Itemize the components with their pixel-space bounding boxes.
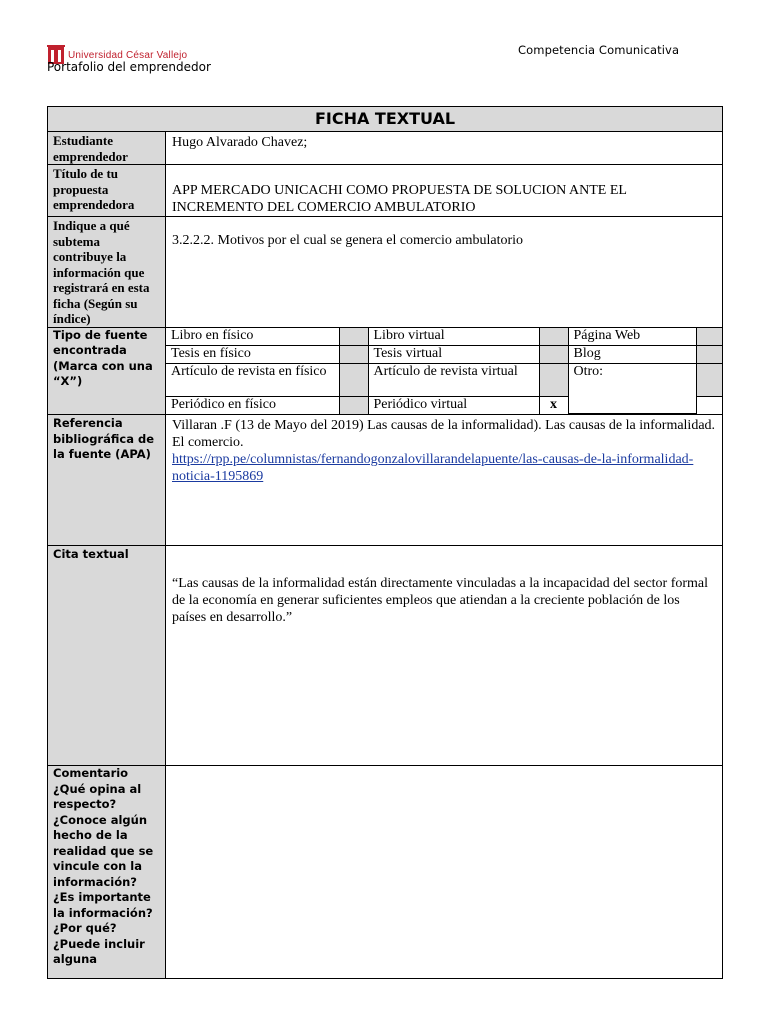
ficha-textual-table (47, 106, 723, 979)
logo-text: Universidad César Vallejo (68, 50, 188, 61)
option-periodico-virtual: Periódico virtual (368, 396, 539, 414)
proposal-label: Título de tu propuesta emprendedora (48, 165, 166, 217)
comment-value[interactable] (166, 766, 723, 979)
checkbox-articulo-virtual[interactable] (539, 363, 568, 396)
quote-value[interactable]: “Las causas de la informalidad están directamente vinculadas a la incapacidad del sector formal de la economía en generar suficientes empleos que atiendan a la creciente población de los países en desarrollo.” (166, 546, 723, 766)
source-type-label: Tipo de fuente encontrada (Marca con una “X”) (48, 327, 166, 415)
subtopic-value[interactable]: 3.2.2.2. Motivos por el cual se genera el comercio ambulatorio (166, 217, 723, 328)
reference-value[interactable] (166, 415, 723, 546)
checkbox-periodico-fisico[interactable] (339, 396, 368, 414)
reference-text: Villaran .F (13 de Mayo del 2019) Las causas de la informalidad). Las causas de la informalidad. El comercio. (172, 418, 716, 450)
option-tesis-virtual: Tesis virtual (368, 345, 539, 363)
option-tesis-fisico: Tesis en físico (166, 345, 339, 363)
checkbox-otro[interactable] (696, 363, 723, 396)
option-blog: Blog (568, 345, 696, 363)
option-libro-fisico: Libro en físico (166, 328, 339, 346)
reference-label: Referencia bibliográfica de la fuente (APA) (48, 415, 166, 546)
course-title: Competencia Comunicativa (518, 43, 680, 57)
checkbox-blog[interactable] (696, 345, 723, 363)
comment-label: Comentario ¿Qué opina al respecto? ¿Conoce algún hecho de la realidad que se vincule con la información? ¿Es importante la información? ¿Por qué? ¿Puede incluir alguna (48, 766, 166, 979)
option-periodico-fisico: Periódico en físico (166, 396, 339, 414)
subtopic-label: Indique a qué subtema contribuye la información que registrará en esta ficha (Según su índice) (48, 217, 166, 328)
option-articulo-virtual: Artículo de revista virtual (368, 363, 539, 396)
option-pagina-web: Página Web (568, 328, 696, 346)
proposal-value[interactable]: APP MERCADO UNICACHI COMO PROPUESTA DE SOLUCION ANTE EL INCREMENTO DEL COMERCIO AMBULATORIO (166, 165, 723, 217)
checkbox-pagina-web[interactable] (696, 328, 723, 346)
checkbox-tesis-fisico[interactable] (339, 345, 368, 363)
source-type-grid (166, 328, 723, 415)
checkbox-articulo-fisico[interactable] (339, 363, 368, 396)
student-label: Estudiante emprendedor (48, 132, 166, 165)
checkbox-tesis-virtual[interactable] (539, 345, 568, 363)
reference-link[interactable]: https://rpp.pe/columnistas/fernandogonzalovillarandelapuente/las-causas-de-la-informalidad-noticia-1195869 (172, 452, 694, 484)
quote-label: Cita textual (48, 546, 166, 766)
option-otro: Otro: (568, 363, 696, 414)
option-libro-virtual: Libro virtual (368, 328, 539, 346)
checkbox-libro-fisico[interactable] (339, 328, 368, 346)
checkbox-libro-virtual[interactable] (539, 328, 568, 346)
form-title: FICHA TEXTUAL (48, 107, 723, 132)
portfolio-title: Portafolio del emprendedor (47, 60, 211, 74)
checkbox-periodico-virtual[interactable]: x (539, 396, 568, 414)
checkbox-extra[interactable] (696, 396, 723, 414)
student-value[interactable]: Hugo Alvarado Chavez; (166, 132, 723, 165)
source-type-options (166, 327, 723, 415)
option-articulo-fisico: Artículo de revista en físico (166, 363, 339, 396)
